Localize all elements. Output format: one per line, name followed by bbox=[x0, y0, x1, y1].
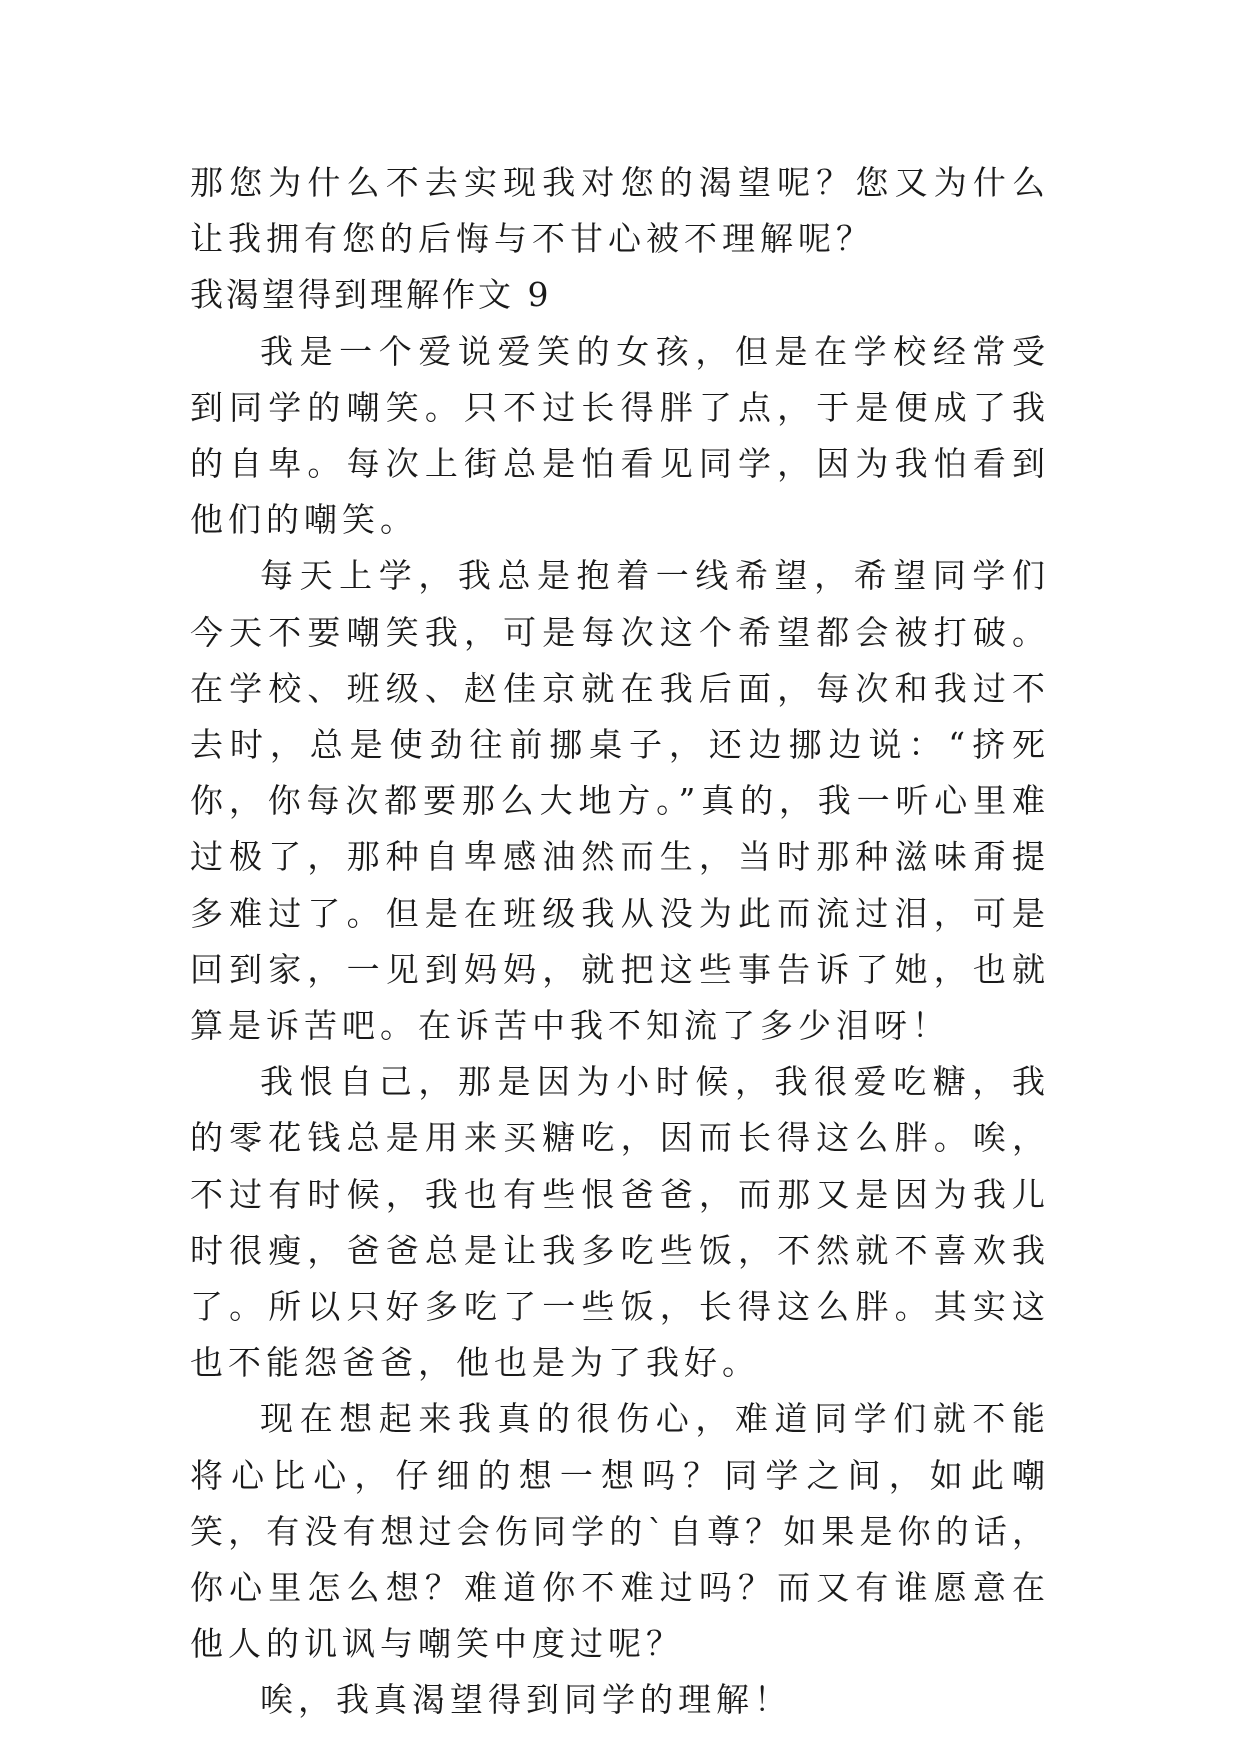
paragraph-1: 我是一个爱说爱笑的女孩，但是在学校经常受到同学的嘲笑。只不过长得胖了点，于是便成了我的自卑。每次上街总是怕看见同学，因为我怕看到他们的嘲笑。 bbox=[190, 331, 1050, 540]
lead-paragraph: 那您为什么不去实现我对您的渴望呢？您又为什么让我拥有您的后悔与不甘心被不理解呢？ bbox=[190, 163, 1050, 259]
document-body bbox=[190, 155, 1050, 1729]
paragraph-2: 每天上学，我总是抱着一线希望，希望同学们今天不要嘲笑我，可是每次这个希望都会被打破。在学校、班级、赵佳京就在我后面，每次和我过不去时，总是使劲往前挪桌子，还边挪边说：“挤死你，你每次都要那么大地方。”真的，我一听心里难过极了，那种自卑感油然而生，当时那种滋味甭提多难过了。但是在班级我从没为此而流过泪，可是回到家，一见到妈妈，就把这些事告诉了她，也就算是诉苦吧。在诉苦中我不知流了多少泪呀！ bbox=[190, 556, 1050, 1046]
paragraph-3: 我恨自己，那是因为小时候，我很爱吃糖，我的零花钱总是用来买糖吃，因而长得这么胖。唉，不过有时候，我也有些恨爸爸，而那又是因为我儿时很瘦，爸爸总是让我多吃些饭，不然就不喜欢我了。所以只好多吃了一些饭，长得这么胖。其实这也不能怨爸爸，他也是为了我好。 bbox=[190, 1062, 1050, 1383]
paragraph-5: 唉，我真渴望得到同学的理解！ bbox=[260, 1680, 792, 1720]
essay-title: 我渴望得到理解作文 9 bbox=[190, 275, 552, 315]
paragraph-4: 现在想起来我真的很伤心，难道同学们就不能将心比心，仔细的想一想吗？同学之间，如此嘲笑，有没有想过会伤同学的`自尊？如果是你的话，你心里怎么想？难道你不难过吗？而又有谁愿意在他人的讥讽与嘲笑中度过呢？ bbox=[190, 1399, 1050, 1664]
